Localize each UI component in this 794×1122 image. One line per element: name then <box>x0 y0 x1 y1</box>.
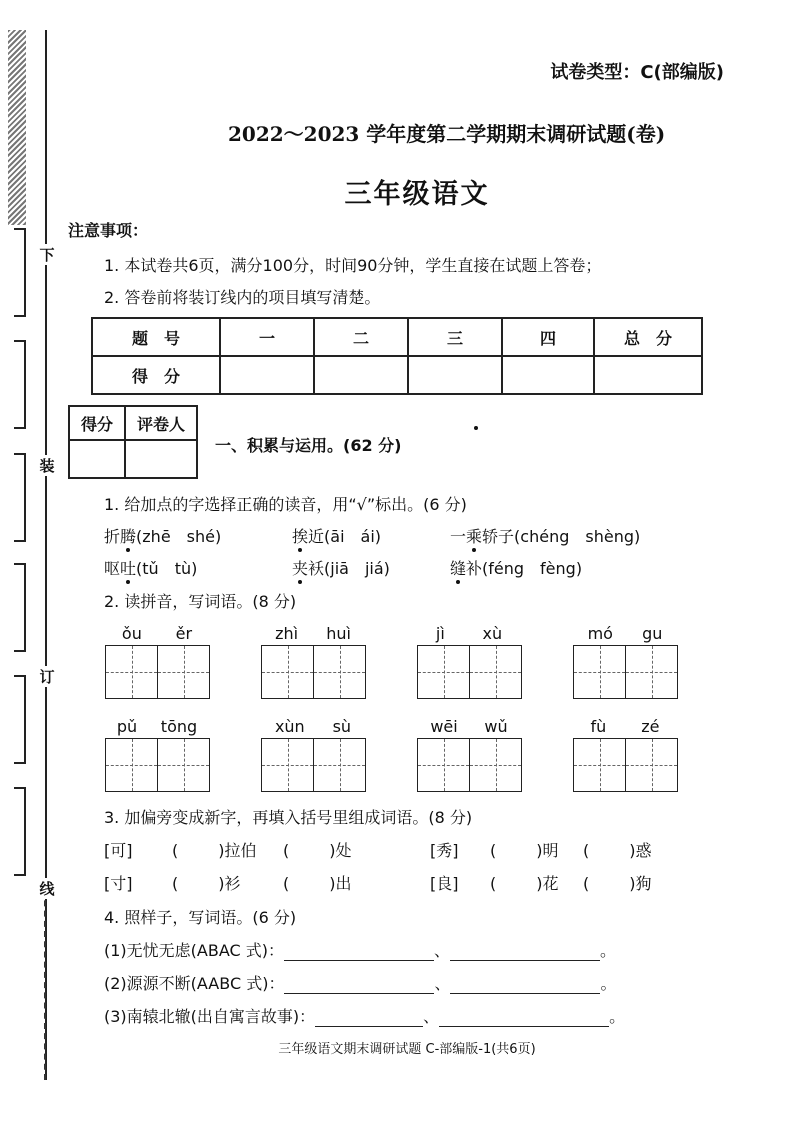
q3-prompt: 3. 加偏旁变成新字，再填入括号里组成词语。(8 分) <box>104 808 473 827</box>
binding-bracket <box>14 228 26 317</box>
answer-blank[interactable] <box>450 944 600 961</box>
grader-name-label: 评卷人 <box>125 406 197 440</box>
q4-item: (1)无忧无虑(ABAC 式)： 、 。 <box>104 941 617 960</box>
score-header: 总 分 <box>594 318 702 356</box>
subject-title: 三年级语文 <box>344 179 490 210</box>
pinyin-label: pǔ tōng <box>116 717 198 736</box>
binding-char-xia: 下 <box>39 246 55 264</box>
binding-bracket <box>14 453 26 542</box>
q1-item: 折腾(zhē shé) <box>104 527 222 546</box>
q1-item: 夹袄(jiā jiá) <box>292 559 390 578</box>
q2-prompt: 2. 读拼音，写词语。(8 分) <box>104 592 297 611</box>
grader-box <box>68 405 198 479</box>
binding-bracket <box>14 675 26 764</box>
answer-blank[interactable] <box>450 977 600 994</box>
tianzi-box[interactable] <box>105 645 210 699</box>
score-table <box>91 317 703 395</box>
grader-score-label: 得分 <box>69 406 125 440</box>
answer-blank[interactable] <box>284 944 434 961</box>
binding-char-ding: 订 <box>39 668 55 686</box>
notes-heading: 注意事项： <box>68 221 149 240</box>
binding-char-zhuang: 装 <box>39 457 55 475</box>
binding-bracket <box>14 563 26 652</box>
tianzi-box[interactable] <box>105 738 210 792</box>
q1-item: 呕吐(tǔ tù) <box>104 559 198 578</box>
pinyin-label: fù zé <box>590 717 660 736</box>
q1-prompt: 1. 给加点的字选择正确的读音，用“√”标出。(6 分) <box>104 495 467 514</box>
q3-blank[interactable]: ( )处 <box>283 841 352 860</box>
score-header: 二 <box>314 318 408 356</box>
q4-prompt: 4. 照样子，写词语。(6 分) <box>104 908 297 927</box>
pinyin-label: mó gu <box>587 624 663 643</box>
stray-dot <box>474 426 478 430</box>
pinyin-label: wēi wǔ <box>430 717 508 736</box>
tianzi-box[interactable] <box>573 645 678 699</box>
score-header: 四 <box>502 318 594 356</box>
note-item: 2. 答卷前将装订线内的项目填写清楚。 <box>104 288 381 307</box>
binding-bracket <box>14 340 26 429</box>
grader-name-cell[interactable] <box>125 440 197 478</box>
q3-root: [可] <box>104 841 133 860</box>
tianzi-box[interactable] <box>417 645 522 699</box>
score-cell[interactable] <box>220 356 314 394</box>
q3-blank[interactable]: ( )狗 <box>583 874 652 893</box>
score-cell[interactable] <box>502 356 594 394</box>
q1-item: 一乘轿子(chéng shèng) <box>450 527 641 546</box>
q3-blank[interactable]: ( )出 <box>283 874 352 893</box>
tianzi-box[interactable] <box>573 738 678 792</box>
tianzi-box[interactable] <box>261 738 366 792</box>
note-item: 1. 本试卷共6页，满分100分，时间90分钟，学生直接在试题上答卷； <box>104 256 602 275</box>
grader-score-cell[interactable] <box>69 440 125 478</box>
q3-blank[interactable]: ( )明 <box>490 841 559 860</box>
q3-blank[interactable]: ( )衫 <box>172 874 241 893</box>
section-title: 一、积累与运用。(62 分) <box>215 436 402 455</box>
score-cell[interactable] <box>408 356 502 394</box>
exam-title: 2022～2023 学年度第二学期期末调研试题(卷) <box>228 122 666 146</box>
pinyin-label: jì xù <box>435 624 503 643</box>
score-header: 题 号 <box>92 318 220 356</box>
binding-char-xian: 线 <box>39 880 55 898</box>
q3-blank[interactable]: ( )惑 <box>583 841 652 860</box>
pinyin-label: xùn sù <box>274 717 352 736</box>
pinyin-label: zhì huì <box>275 624 351 643</box>
tianzi-box[interactable] <box>417 738 522 792</box>
score-cell[interactable] <box>314 356 408 394</box>
binding-bracket <box>14 787 26 876</box>
q3-root: [良] <box>430 874 459 893</box>
score-cell[interactable] <box>594 356 702 394</box>
tianzi-box[interactable] <box>261 645 366 699</box>
answer-blank[interactable] <box>439 1010 609 1027</box>
q3-blank[interactable]: ( )拉伯 <box>172 841 257 860</box>
q4-item: (3)南辕北辙(出自寓言故事)： 、 。 <box>104 1007 626 1026</box>
score-header: 三 <box>408 318 502 356</box>
q3-root: [寸] <box>104 874 133 893</box>
exam-type: 试卷类型：C(部编版) <box>550 62 724 83</box>
answer-blank[interactable] <box>315 1010 423 1027</box>
pinyin-label: ǒu ěr <box>121 624 193 643</box>
answer-blank[interactable] <box>284 977 434 994</box>
q3-root: [秀] <box>430 841 459 860</box>
score-header: 一 <box>220 318 314 356</box>
q3-blank[interactable]: ( )花 <box>490 874 559 893</box>
score-row-label: 得 分 <box>92 356 220 394</box>
q1-item: 挨近(āi ái) <box>292 527 382 546</box>
page-footer: 三年级语文期末调研试题 C-部编版-1(共6页) <box>278 1042 536 1057</box>
q1-item: 缝补(féng fèng) <box>450 559 583 578</box>
q4-item: (2)源源不断(AABC 式)： 、 。 <box>104 974 617 993</box>
